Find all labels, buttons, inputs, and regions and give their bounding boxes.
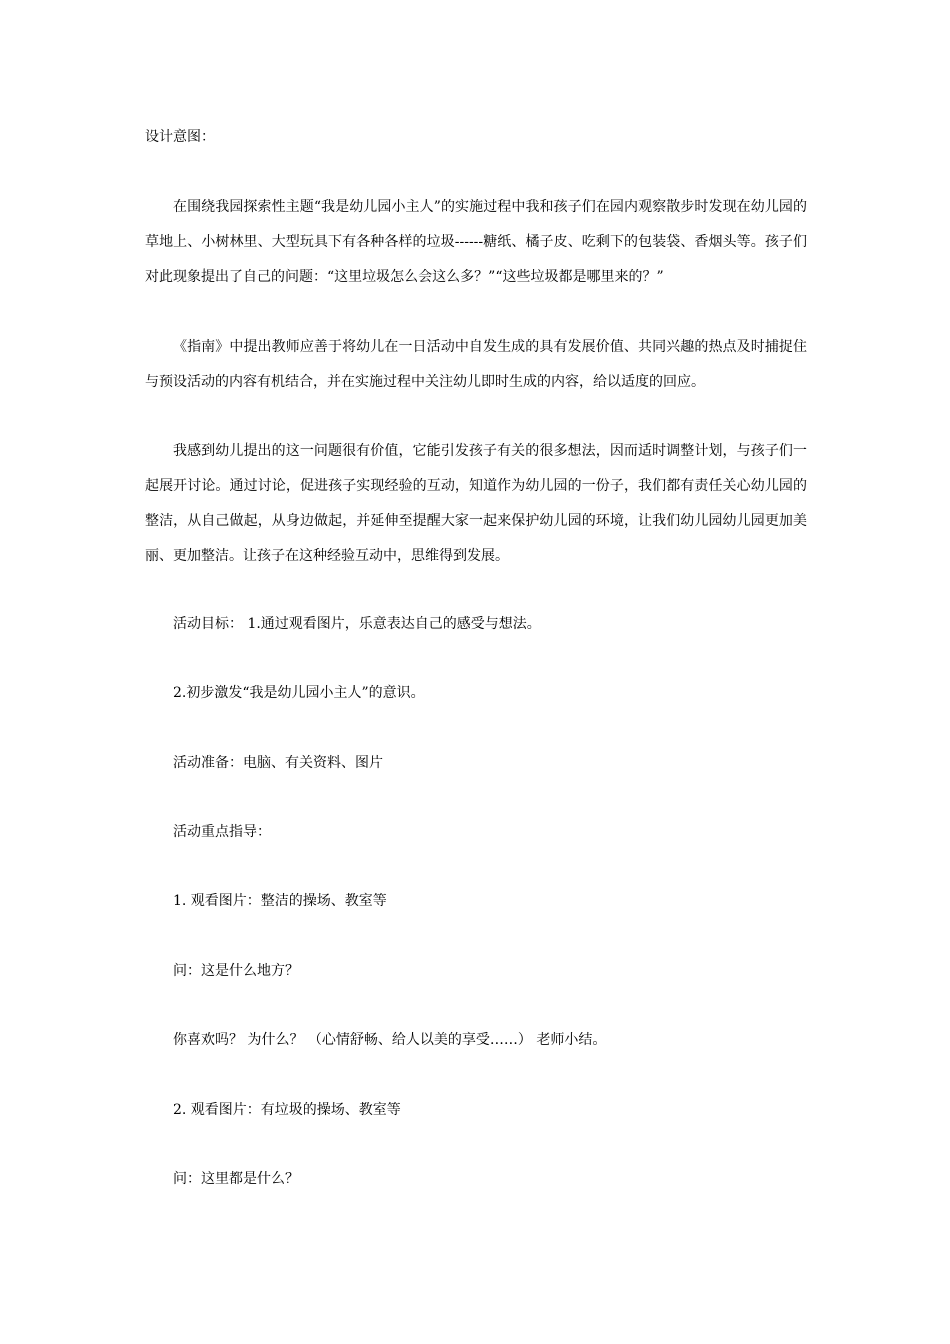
step-1: 1. 观看图片：整洁的操场、教室等 <box>173 893 387 909</box>
paragraph-background: 在围绕我园探索性主题“我是幼儿园小主人”的实施过程中我和孩子们在园内观察散步时发现在幼儿园的草地上、小树林里、大型玩具下有各种各样的垃圾------糖纸、橘子皮、吃剩下的包装袋、香烟头等。孩子们对此现象提出了自己的问题：“这里垃圾怎么会这么多？”“这些垃圾都是哪里来的？” <box>145 199 807 285</box>
step-2-question: 问：这里都是什么？ <box>173 1171 299 1187</box>
section-heading-design-intent: 设计意图： <box>145 129 215 145</box>
activity-goals-line-2: 2.初步激发“我是幼儿园小主人”的意识。 <box>173 685 425 701</box>
step-1-followup: 你喜欢吗？ 为什么？ （心情舒畅、给人以美的享受……） 老师小结。 <box>173 1032 607 1048</box>
guidance-heading: 活动重点指导： <box>173 824 271 840</box>
activity-preparation: 活动准备：电脑、有关资料、图片 <box>173 755 383 771</box>
paragraph-guideline: 《指南》中提出教师应善于将幼儿在一日活动中自发生成的具有发展价值、共同兴趣的热点及时捕捉住与预设活动的内容有机结合，并在实施过程中关注幼儿即时生成的内容，给以适度的回应。 <box>145 339 807 390</box>
step-1-question: 问：这是什么地方？ <box>173 963 299 979</box>
activity-goals-line-1: 活动目标： 1.通过观看图片，乐意表达自己的感受与想法。 <box>173 616 541 632</box>
paragraph-reflection: 我感到幼儿提出的这一问题很有价值，它能引发孩子有关的很多想法，因而适时调整计划，与孩子们一起展开讨论。通过讨论，促进孩子实现经验的互动，知道作为幼儿园的一份子，我们都有责任关心幼儿园的整洁，从自己做起，从身边做起，并延伸至提醒大家一起来保护幼儿园的环境，让我们幼儿园幼儿园更加美丽、更加整洁。让孩子在这种经验互动中，思维得到发展。 <box>145 443 807 564</box>
step-2: 2. 观看图片：有垃圾的操场、教室等 <box>173 1102 401 1118</box>
